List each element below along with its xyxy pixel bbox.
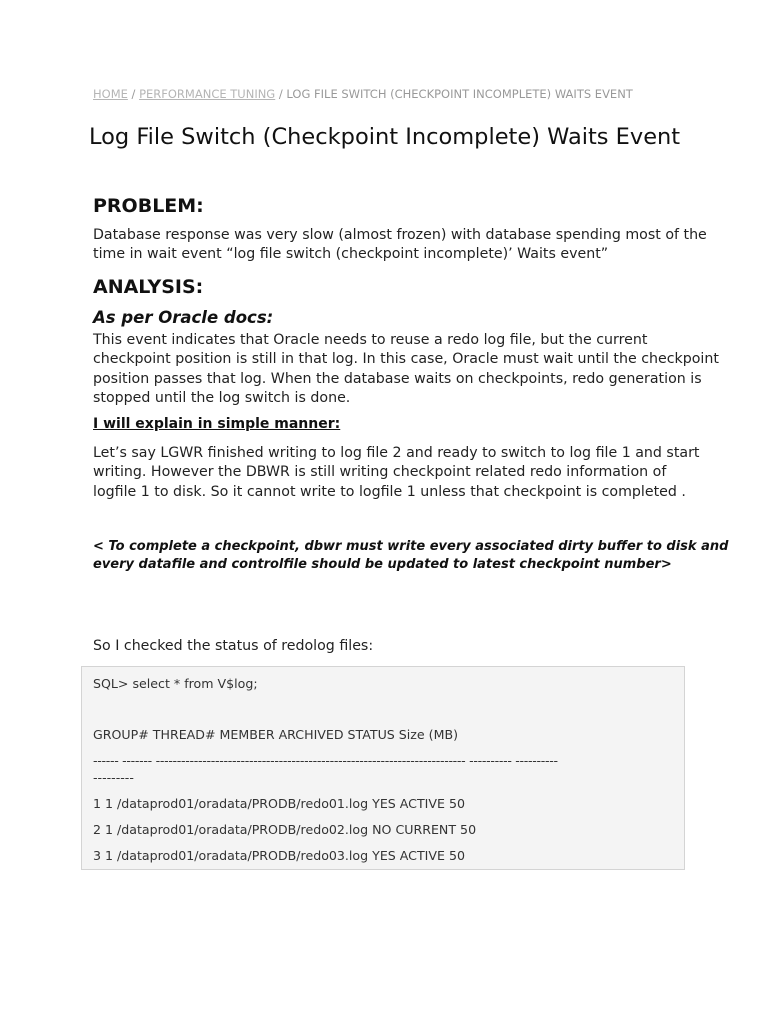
table-divider: ------ ------- ------------------------------------------------------------------------- ---------- ----------: [93, 753, 558, 768]
analysis-text: [93, 331, 719, 408]
table-row: 1 1 /dataprod01/oradata/PRODB/redo01.log YES ACTIVE 50: [93, 796, 465, 811]
breadcrumb-separator: /: [127, 87, 140, 101]
explain-text: [93, 444, 700, 502]
text-line: position passes that log. When the database waits on checkpoints, redo generation is: [93, 370, 702, 387]
code-block: [81, 666, 685, 870]
breadcrumb: [93, 87, 633, 101]
breadcrumb-separator: /: [275, 87, 287, 101]
text-line: stopped until the log switch is done.: [93, 389, 351, 406]
text-line: This event indicates that Oracle needs to reuse a redo log file, but the current: [93, 332, 648, 348]
sql-query: SQL> select * from V$log;: [93, 676, 258, 691]
text-line: checkpoint position is still in that log. In this case, Oracle must wait until the checkpoint: [93, 351, 719, 368]
problem-text: [93, 226, 707, 265]
text-line: time in wait event “log file switch (checkpoint incomplete)’ Waits event”: [93, 246, 609, 263]
text-line: So I checked the status of redolog files:: [93, 638, 374, 654]
check-status-text: [93, 637, 683, 656]
explain-heading: I will explain in simple manner:: [93, 416, 341, 432]
text-line: Let’s say LGWR finished writing to log file 2 and ready to switch to log file 1 and start: [93, 445, 700, 461]
problem-heading: PROBLEM:: [93, 195, 204, 217]
breadcrumb-home-link[interactable]: HOME: [93, 87, 128, 101]
table-header: GROUP# THREAD# MEMBER ARCHIVED STATUS Size (MB): [93, 727, 458, 742]
breadcrumb-current: LOG FILE SWITCH (CHECKPOINT INCOMPLETE) WAITS EVENT: [286, 87, 633, 101]
text-line: Database response was very slow (almost frozen) with database spending most of the: [93, 227, 707, 243]
table-row: 3 1 /dataprod01/oradata/PRODB/redo03.log YES ACTIVE 50: [93, 848, 465, 863]
note-line: < To complete a checkpoint, dbwr must write every associated dirty buffer to disk and: [93, 539, 729, 554]
breadcrumb-category-link[interactable]: PERFORMANCE TUNING: [139, 87, 276, 101]
table-divider: ---------: [93, 770, 134, 785]
oracle-docs-subheading: As per Oracle docs:: [93, 308, 274, 327]
page-title: Log File Switch (Checkpoint Incomplete) Waits Event: [89, 124, 681, 150]
checkpoint-note: [93, 538, 729, 574]
table-row: 2 1 /dataprod01/oradata/PRODB/redo02.log NO CURRENT 50: [93, 822, 477, 837]
note-line: every datafile and controlfile should be updated to latest checkpoint number>: [93, 557, 672, 572]
analysis-heading: ANALYSIS:: [93, 276, 204, 298]
text-line: writing. However the DBWR is still writing checkpoint related redo information of: [93, 464, 667, 481]
text-line: logfile 1 to disk. So it cannot write to logfile 1 unless that checkpoint is completed .: [93, 483, 686, 500]
